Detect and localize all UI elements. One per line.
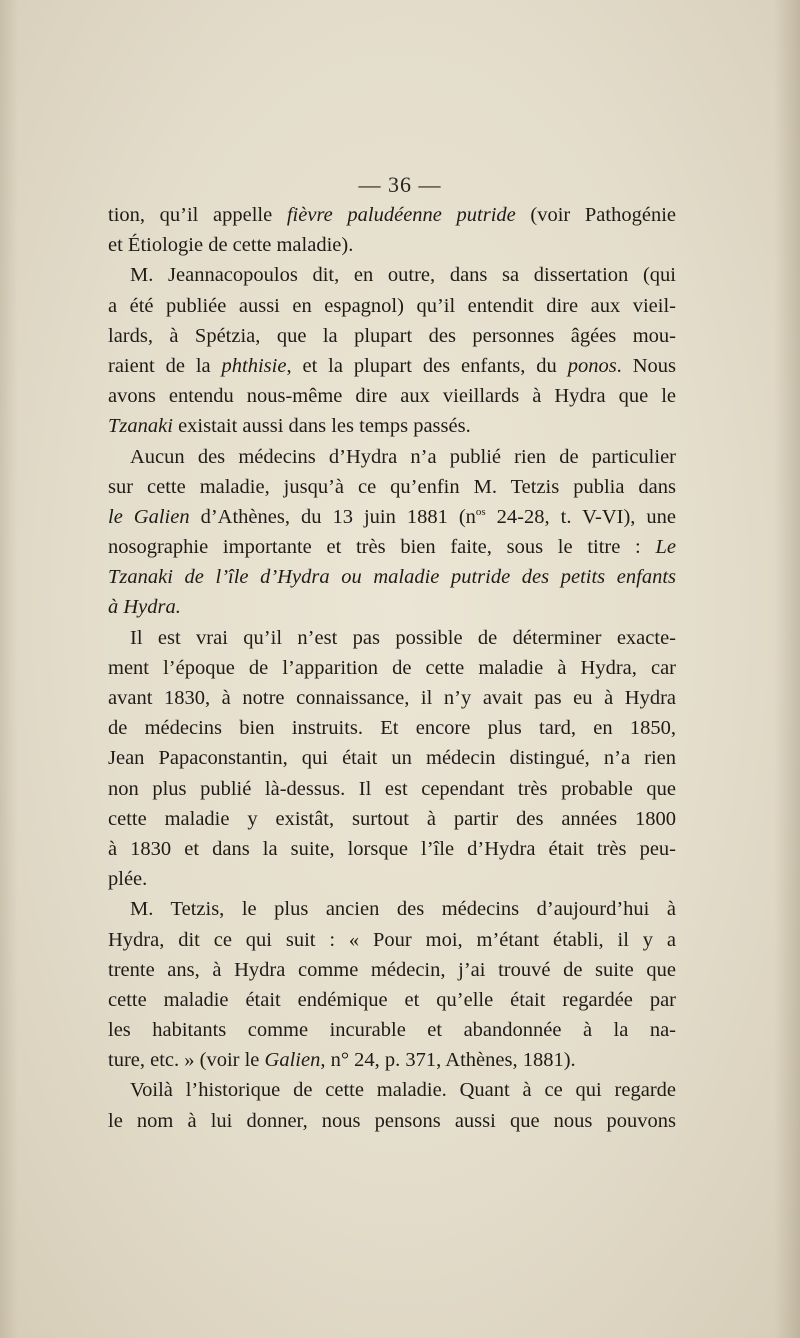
text-line: [108, 321, 676, 351]
text-segment: . Nous: [616, 354, 676, 377]
text-segment: de médecins bien instruits. Et encore plus tard, en 1850,: [108, 717, 676, 740]
text-segment: ture, etc. » (voir le: [108, 1049, 265, 1072]
italic-text: Le: [655, 536, 676, 559]
text-line: [108, 713, 676, 743]
text-line: [108, 1075, 676, 1105]
text-segment: à 1830 et dans la suite, lorsque l’île d’Hydra était très peu-: [108, 837, 676, 860]
body-text: [108, 200, 676, 1136]
text-line: [108, 623, 676, 653]
text-line: [108, 985, 676, 1015]
italic-text: Tzanaki: [108, 415, 173, 438]
text-segment: les habitants comme incurable et abandonnée à la na-: [108, 1019, 676, 1042]
text-line: [108, 592, 676, 622]
text-line: [108, 1045, 676, 1075]
text-line: [108, 894, 676, 924]
text-segment: cette maladie était endémique et qu’elle était regardée par: [108, 988, 676, 1011]
text-segment: d’Athènes, du 13 juin 1881 (n: [189, 505, 476, 528]
italic-text: Galien: [264, 1049, 321, 1072]
text-line: [108, 411, 676, 441]
text-segment: , et la plupart des enfants, du: [286, 354, 568, 377]
text-line: [108, 955, 676, 985]
text-line: [108, 260, 676, 290]
superscript-text: os: [475, 506, 486, 519]
text-segment: , n° 24, p. 371, Athènes, 1881).: [320, 1049, 576, 1072]
page-edge-shadow-right: [774, 0, 800, 1338]
text-segment: avant 1830, à notre connaissance, il n’y avait pas eu à Hydra: [108, 687, 676, 709]
text-line: [108, 1106, 676, 1136]
text-segment: et Étiologie de cette maladie).: [108, 234, 354, 257]
text-segment: sur cette maladie, jusqu’à ce qu’enfin M. Tetzis publia dans: [108, 475, 676, 498]
text-line: [108, 683, 676, 713]
text-line: [108, 864, 676, 894]
text-line: [108, 743, 676, 773]
text-segment: Il est vrai qu’il n’est pas possible de déterminer exacte-: [130, 626, 676, 649]
italic-text: phthisie: [221, 354, 287, 377]
text-line: [108, 834, 676, 864]
text-segment: Jean Papaconstantin, qui était un médecin distingué, n’a rien: [108, 747, 676, 770]
italic-text: le Galien: [108, 505, 190, 528]
text-line: [108, 562, 676, 592]
text-line: [108, 381, 676, 411]
text-line: [108, 291, 676, 321]
text-segment: Voilà l’historique de cette maladie. Quant à ce qui regarde: [130, 1079, 676, 1102]
text-segment: lards, à Spétzia, que la plupart des personnes âgées mou-: [108, 324, 676, 347]
text-segment: Aucun des médecins d’Hydra n’a publié rien de particulier: [130, 445, 676, 468]
text-line: [108, 442, 676, 472]
text-segment: trente ans, à Hydra comme médecin, j’ai trouvé de suite que: [108, 958, 676, 981]
text-segment: M. Jeannacopoulos dit, en outre, dans sa dissertation (qui: [130, 264, 676, 287]
text-line: [108, 1015, 676, 1045]
italic-text: ponos: [567, 354, 617, 377]
text-segment: plée.: [108, 868, 148, 891]
text-segment: (voir Pathogénie: [515, 204, 676, 226]
text-line: [108, 230, 676, 260]
text-line: [108, 653, 676, 683]
text-line: [108, 532, 676, 562]
page-number-header: — 36 —: [358, 172, 442, 197]
text-line: [108, 351, 676, 381]
italic-text: fièvre paludéenne putride: [286, 204, 516, 226]
text-segment: cette maladie y existât, surtout à partir des années 1800: [108, 807, 676, 830]
text-line: [108, 502, 676, 532]
text-line: [108, 472, 676, 502]
page-edge-shadow-left: [0, 0, 18, 1338]
text-segment: existait aussi dans les temps passés.: [172, 415, 471, 438]
text-segment: le nom à lui donner, nous pensons aussi que nous pouvons: [108, 1109, 676, 1132]
text-segment: raient de la: [108, 354, 222, 377]
text-segment: Hydra, dit ce qui suit : « Pour moi, m’étant établi, il y a: [108, 928, 676, 951]
text-segment: avons entendu nous-même dire aux vieillards à Hydra que le: [108, 385, 676, 408]
italic-text: à Hydra.: [108, 596, 181, 619]
text-segment: 24-28, t. V-VI), une: [485, 505, 676, 528]
text-segment: a été publiée aussi en espagnol) qu’il entendit dire aux vieil-: [108, 294, 676, 317]
text-line: [108, 200, 676, 230]
italic-text: Tzanaki de l’île d’Hydra ou maladie putride des petits enfants: [108, 566, 676, 589]
text-line: [108, 774, 676, 804]
text-segment: nosographie importante et très bien faite, sous le titre :: [108, 536, 656, 559]
text-line: [108, 804, 676, 834]
text-segment: M. Tetzis, le plus ancien des médecins d’aujourd’hui à: [130, 898, 676, 921]
text-line: [108, 925, 676, 955]
text-segment: non plus publié là-dessus. Il est cependant très probable que: [108, 777, 676, 800]
text-segment: ment l’époque de l’apparition de cette maladie à Hydra, car: [108, 656, 676, 679]
text-segment: tion, qu’il appelle: [108, 204, 287, 226]
